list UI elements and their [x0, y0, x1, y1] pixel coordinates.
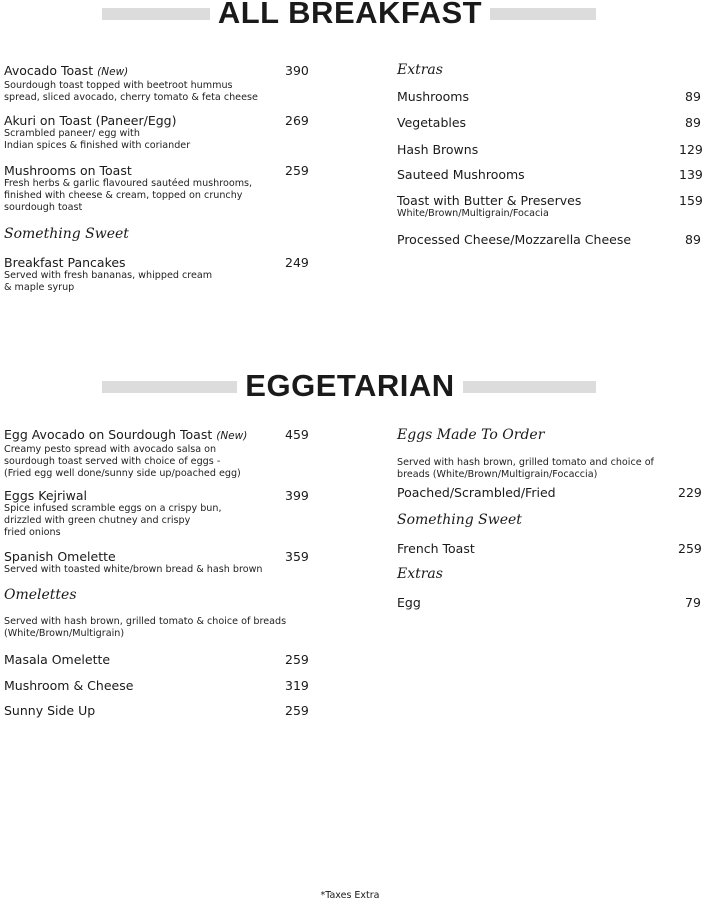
item-price: 259 [285, 652, 309, 667]
item-price: 249 [285, 255, 309, 270]
item-name: Processed Cheese/Mozzarella Cheese [397, 232, 632, 247]
menu-item [4, 63, 258, 104]
item-price: 390 [285, 63, 309, 78]
item-desc: fried onions [4, 527, 61, 538]
menu-item [4, 703, 95, 718]
item-price: 89 [685, 232, 701, 247]
item-name: Eggs Kejriwal [4, 488, 87, 503]
item-name: Mushrooms on Toast [4, 163, 132, 178]
subsection-heading-extras: Extras [397, 62, 443, 78]
subsection-heading-extras: Extras [397, 566, 443, 582]
menu-item [4, 652, 110, 667]
item-desc: (White/Brown/Multigrain) [4, 628, 125, 639]
item-name: Akuri on Toast (Paneer/Egg) [4, 113, 177, 128]
item-price: 89 [685, 89, 701, 104]
taxes-footnote: *Taxes Extra [320, 890, 380, 901]
new-tag: (New) [216, 430, 248, 442]
item-desc: Served with hash brown, grilled tomato and choice of [397, 457, 654, 468]
menu-item [397, 232, 631, 247]
item-desc: drizzled with green chutney and crispy [4, 515, 191, 526]
menu-item [397, 541, 475, 556]
section-title-breakfast: ALL BREAKFAST [0, 0, 700, 28]
item-name: Breakfast Pancakes [4, 255, 126, 270]
menu-item [397, 595, 421, 610]
item-name: Spanish Omelette [4, 549, 116, 564]
item-price: 79 [685, 595, 701, 610]
item-desc: finished with cheese & cream, topped on crunchy [4, 190, 243, 201]
item-name: French Toast [397, 541, 475, 556]
item-price: 269 [285, 113, 309, 128]
item-name: Poached/Scrambled/Fried [397, 485, 556, 500]
item-name: Toast with Butter & Preserves [397, 193, 582, 208]
new-tag: (New) [97, 66, 129, 78]
item-price: 359 [285, 549, 309, 564]
item-price: 259 [285, 703, 309, 718]
menu-item [397, 89, 469, 104]
item-price: 319 [285, 678, 309, 693]
item-name: Vegetables [397, 115, 467, 130]
item-desc: Indian spices & finished with coriander [4, 140, 191, 151]
menu-item [4, 678, 133, 693]
item-price: 459 [285, 427, 309, 442]
item-desc: spread, sliced avocado, cherry tomato & feta cheese [4, 92, 258, 103]
item-name: Avocado Toast (New) [4, 63, 129, 78]
item-desc: Served with hash brown, grilled tomato & choice of breads [4, 616, 287, 627]
subsection-heading-sweet: Something Sweet [397, 512, 522, 528]
item-name: Egg [397, 595, 421, 610]
item-name: Hash Browns [397, 142, 479, 157]
item-desc: Scrambled paneer/ egg with [4, 128, 140, 139]
menu-item [397, 115, 466, 130]
item-price: 229 [678, 485, 702, 500]
item-name: Mushroom & Cheese [4, 678, 134, 693]
item-desc: sourdough toast [4, 202, 83, 213]
item-name: Sauteed Mushrooms [397, 167, 525, 182]
item-name: Egg Avocado on Sourdough Toast (New) [4, 427, 248, 442]
item-desc: Served with toasted white/brown bread & hash brown [4, 564, 263, 575]
menu-item [397, 485, 556, 500]
menu-item [4, 549, 263, 576]
menu-item [397, 193, 581, 220]
item-name: Sunny Side Up [4, 703, 96, 718]
item-desc: breads (White/Brown/Multigrain/Focaccia) [397, 469, 598, 480]
item-price: 159 [679, 193, 703, 208]
menu-item [4, 113, 190, 152]
subsection-heading-made-to-order: Eggs Made To Order [397, 427, 545, 443]
menu-item [397, 167, 525, 182]
item-desc: Sourdough toast topped with beetroot hummus [4, 80, 233, 91]
menu-item [4, 427, 247, 480]
menu-item [4, 163, 252, 214]
item-desc: sourdough toast served with choice of eggs - [4, 456, 221, 467]
item-price: 129 [679, 142, 703, 157]
item-desc: Served with fresh bananas, whipped cream [4, 270, 213, 281]
item-price: 89 [685, 115, 701, 130]
item-price: 399 [285, 488, 309, 503]
item-name: Masala Omelette [4, 652, 111, 667]
item-desc: Spice infused scramble eggs on a crispy bun, [4, 503, 222, 514]
omelettes-desc [4, 616, 286, 640]
menu-item [4, 488, 222, 539]
subsection-heading-omelettes: Omelettes [4, 587, 77, 603]
item-desc: & maple syrup [4, 282, 75, 293]
item-price: 259 [678, 541, 702, 556]
subsection-heading-sweet: Something Sweet [4, 226, 129, 242]
item-price: 259 [285, 163, 309, 178]
item-name: Mushrooms [397, 89, 469, 104]
menu-item [397, 142, 478, 157]
item-desc: Creamy pesto spread with avocado salsa on [4, 444, 217, 455]
made-to-order-desc [397, 457, 654, 481]
item-desc: Fresh herbs & garlic flavoured sautéed mushrooms, [4, 178, 253, 189]
item-desc: (Fried egg well done/sunny side up/poached egg) [4, 468, 241, 479]
item-price: 139 [679, 167, 703, 182]
menu-item [4, 255, 212, 294]
section-title-eggetarian: EGGETARIAN [0, 370, 700, 401]
item-desc: White/Brown/Multigrain/Focacia [397, 208, 549, 219]
